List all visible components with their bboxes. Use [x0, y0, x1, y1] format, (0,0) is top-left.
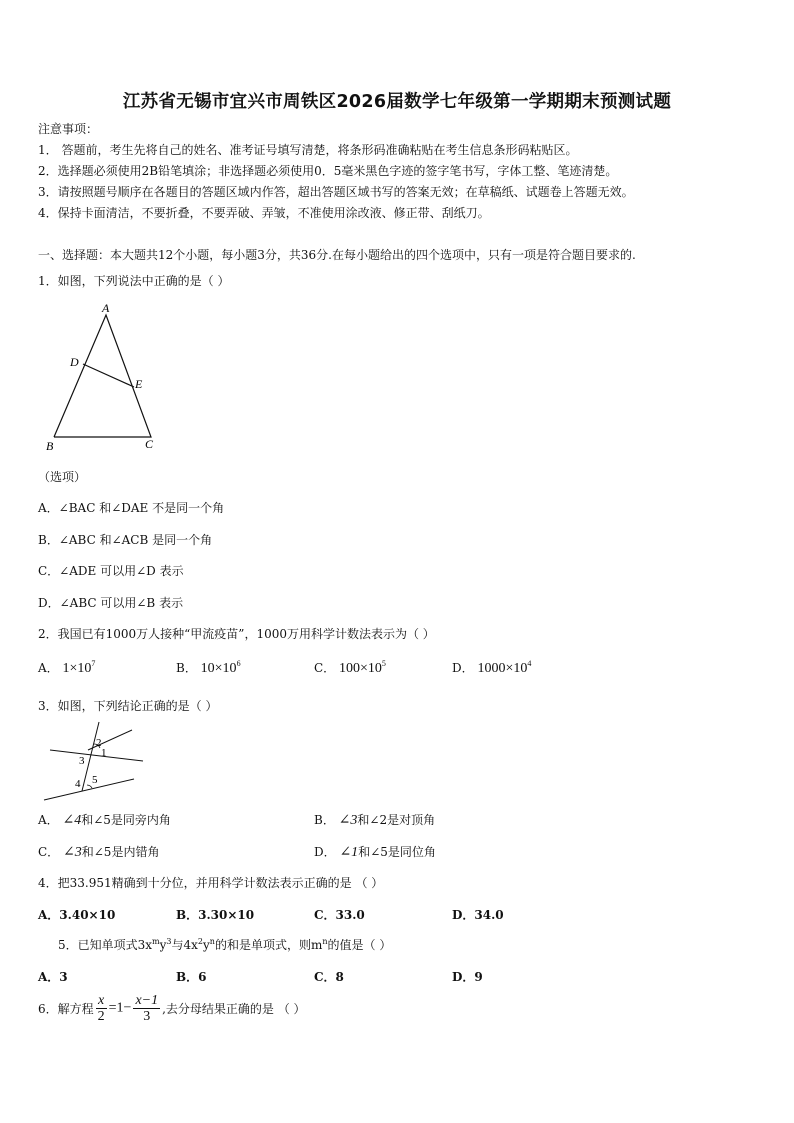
label-angle-4: 4	[75, 778, 81, 790]
triangle-abc	[54, 315, 151, 437]
expr-exponent: 7	[91, 659, 96, 668]
expr-base: 100×10	[339, 661, 382, 676]
stem-exponent: n	[209, 937, 215, 946]
option-text: 和∠5是内错角	[81, 845, 160, 859]
fraction-denominator: 3	[143, 1009, 151, 1024]
question-2-stem: 2．我国已有1000万人接种“甲流疫苗”，1000万用科学计数法表示为（ ）	[38, 627, 435, 641]
stem-exponent: 2	[197, 937, 204, 946]
triangle-figure	[40, 298, 170, 454]
equation-middle: =1−	[108, 1000, 132, 1016]
question-2-option-a[interactable]	[38, 659, 95, 677]
expr-base: 1×10	[62, 661, 92, 676]
option-letter: D．	[314, 845, 336, 859]
expr-base: 1000×10	[477, 661, 528, 676]
question-1-option-b[interactable]: B．∠ABC 和∠ACB 是同一个角	[38, 533, 213, 547]
parallel-lines-figure	[40, 720, 148, 804]
stem-part: ,去分母结果正确的是 （ ）	[162, 1002, 306, 1016]
question-4-stem: 4．把33.951精确到十分位，并用科学计数法表示正确的是 （ ）	[38, 876, 384, 890]
expr-base: 10×10	[200, 661, 237, 676]
notice-item-1: 1． 答题前，考生先将自己的姓名、准考证号填写清楚，将条形码准确粘贴在考生信息条形码粘贴区。	[38, 143, 578, 157]
stem-exponent: m	[152, 937, 160, 946]
label-angle-1: 1	[101, 747, 107, 759]
question-1-stem: 1．如图，下列说法中正确的是（ ）	[38, 274, 230, 288]
stem-part: 6．解方程	[38, 1002, 94, 1016]
option-text: 和∠5是同旁内角	[81, 813, 171, 827]
line-upper	[50, 750, 143, 761]
option-letter: D．	[452, 661, 474, 675]
fraction-numerator: x−1	[135, 993, 159, 1008]
question-2-option-d[interactable]	[452, 659, 531, 677]
notice-item-2: 2．选择题必须使用2B铅笔填涂；非选择题必须使用0．5毫米黑色字迹的签字笔书写，字体工整、笔迹清楚。	[38, 164, 618, 178]
question-3-option-a[interactable]	[38, 811, 171, 829]
fraction-numerator: x	[96, 993, 107, 1009]
option-expression	[477, 661, 531, 676]
option-letter: C．	[314, 661, 336, 675]
question-1-option-c[interactable]: C．∠ADE 可以用∠D 表示	[38, 564, 184, 578]
notice-item-3: 3．请按照题号顺序在各题目的答题区域内作答，超出答题区域书写的答案无效；在草稿纸、试题卷上答题无效。	[38, 185, 634, 199]
label-d: D	[70, 355, 79, 369]
stem-part: 与4x	[171, 938, 198, 952]
question-5-stem	[58, 936, 391, 953]
fraction-lhs	[96, 993, 107, 1024]
option-text: 和∠2是对顶角	[357, 813, 436, 827]
label-e: E	[135, 377, 143, 391]
question-3-option-b[interactable]	[314, 811, 435, 829]
stem-part: y	[159, 938, 167, 952]
option-letter: B．	[176, 661, 197, 675]
expr-exponent: 6	[236, 659, 241, 668]
option-expression	[339, 661, 386, 676]
section-heading: 一、选择题：本大题共12个小题，每小题3分，共36分.在每小题给出的四个选项中，只有一项是符合题目要求的.	[38, 248, 636, 262]
option-letter: B．	[314, 813, 335, 827]
option-expression: ∠1	[339, 845, 359, 860]
notice-heading: 注意事项：	[38, 122, 99, 136]
stem-part: y	[203, 938, 210, 952]
page-title: 江苏省无锡市宜兴市周铁区2026届数学七年级第一学期期末预测试题	[122, 92, 672, 112]
question-3-stem: 3．如图，下列结论正确的是（ ）	[38, 699, 218, 713]
stem-part: 的和是单项式，则m	[214, 938, 323, 952]
label-angle-3: 3	[79, 755, 85, 767]
label-a: A	[102, 301, 110, 315]
label-angle-2: 2	[96, 737, 102, 749]
option-expression	[63, 661, 96, 676]
question-4-option-a[interactable]: A．3.40×10	[38, 908, 116, 922]
notice-item-4: 4．保持卡面清洁，不要折叠，不要弄破、弄皱，不准使用涂改液、修正带、刮纸刀。	[38, 206, 490, 220]
fraction-rhs	[133, 993, 160, 1024]
question-1-option-d[interactable]: D．∠ABC 可以用∠B 表示	[38, 596, 184, 610]
option-expression: ∠3	[63, 845, 82, 860]
question-5-option-d[interactable]: D．9	[452, 970, 483, 984]
question-1-option-a[interactable]: A．∠BAC 和∠DAE 不是同一个角	[38, 501, 225, 515]
question-4-option-c[interactable]: C．33.0	[314, 908, 365, 922]
question-5-option-b[interactable]: B．6	[176, 970, 207, 984]
label-c: C	[145, 437, 154, 451]
question-5-option-a[interactable]: A．3	[38, 970, 68, 984]
expr-exponent: 4	[527, 659, 532, 668]
line-lower	[44, 779, 134, 800]
label-angle-5: 5	[92, 774, 98, 786]
fraction-denominator: 2	[97, 1009, 105, 1024]
question-2-option-b[interactable]	[176, 659, 241, 677]
segment-de	[83, 364, 134, 387]
question-1-options-heading: （选项）	[38, 470, 87, 484]
option-letter: C．	[38, 845, 60, 859]
label-b: B	[46, 439, 54, 453]
question-3-option-d[interactable]	[314, 843, 436, 861]
option-expression: ∠3	[338, 813, 358, 828]
stem-part: 的值是（ ）	[327, 938, 392, 952]
question-6-stem	[38, 993, 306, 1024]
option-text: 和∠5是同位角	[358, 845, 436, 859]
question-2-option-c[interactable]	[314, 659, 386, 677]
question-4-option-b[interactable]: B．3.30×10	[176, 908, 255, 922]
stem-exponent: n	[322, 937, 328, 946]
option-letter: A．	[38, 661, 59, 675]
expr-exponent: 5	[381, 659, 386, 668]
question-5-option-c[interactable]: C．8	[314, 970, 344, 984]
option-expression	[201, 661, 241, 676]
stem-exponent: 3	[166, 937, 172, 946]
question-4-option-d[interactable]: D．34.0	[452, 908, 504, 922]
option-expression: ∠4	[62, 813, 82, 828]
option-letter: A．	[38, 813, 59, 827]
stem-part: 5．已知单项式3x	[58, 938, 153, 952]
question-3-option-c[interactable]	[38, 843, 159, 861]
